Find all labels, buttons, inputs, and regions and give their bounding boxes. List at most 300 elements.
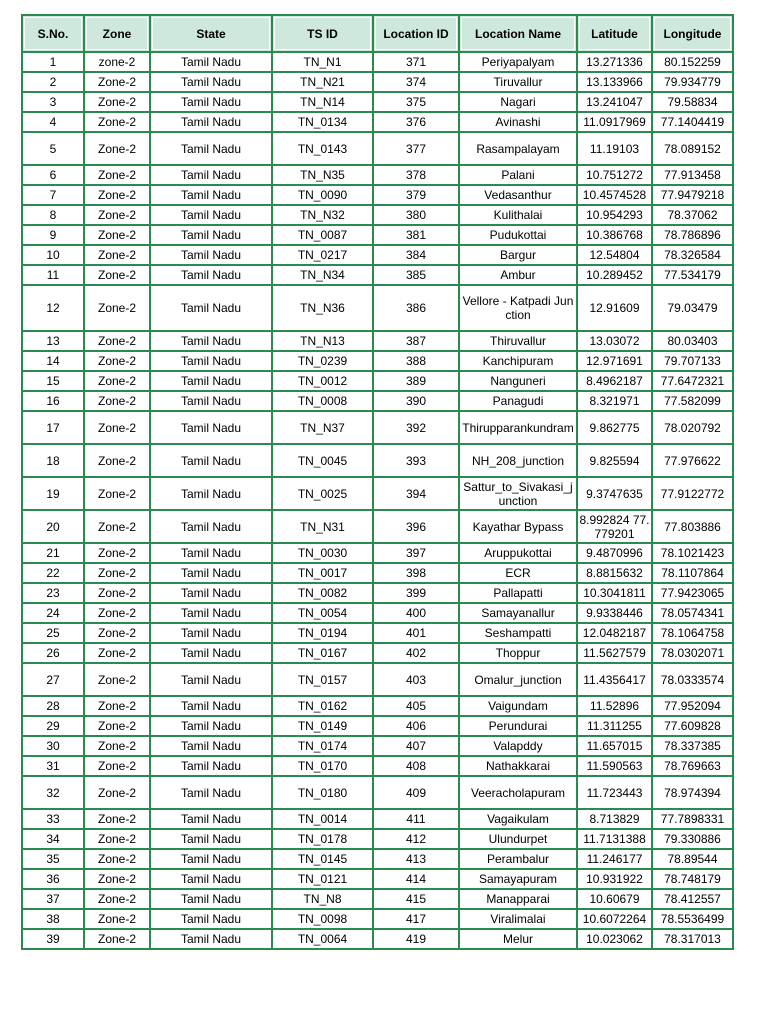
cell-ts-id: TN_0217: [272, 245, 373, 265]
cell-state: Tamil Nadu: [150, 583, 272, 603]
cell-ts-id: TN_0054: [272, 603, 373, 623]
cell-location-name: Vedasanthur: [459, 185, 577, 205]
cell-location-name: Thoppur: [459, 643, 577, 663]
cell-ts-id: TN_0045: [272, 444, 373, 477]
cell-longitude: 78.0333574: [652, 663, 733, 696]
cell-longitude: 78.089152: [652, 132, 733, 165]
table-row: [22, 643, 733, 663]
table-row: [22, 411, 733, 444]
table-row: [22, 696, 733, 716]
cell-ts-id: TN_0030: [272, 543, 373, 563]
header-latitude: Latitude: [577, 15, 652, 52]
cell-longitude: 78.5536499: [652, 909, 733, 929]
cell-latitude: 11.52896: [577, 696, 652, 716]
cell-location-name: Vellore - Katpadi Junction: [459, 285, 577, 331]
cell-zone: zone-2: [84, 52, 150, 72]
cell-location-name: Samayapuram: [459, 869, 577, 889]
cell-longitude: 78.786896: [652, 225, 733, 245]
cell-location-id: 408: [373, 756, 459, 776]
cell-longitude: 78.0302071: [652, 643, 733, 663]
cell-sno: 4: [22, 112, 84, 132]
cell-latitude: 10.3041811: [577, 583, 652, 603]
cell-ts-id: TN_0014: [272, 809, 373, 829]
cell-location-id: 415: [373, 889, 459, 909]
cell-location-id: 379: [373, 185, 459, 205]
cell-location-id: 384: [373, 245, 459, 265]
cell-location-name: Melur: [459, 929, 577, 949]
table-row: [22, 543, 733, 563]
cell-zone: Zone-2: [84, 510, 150, 543]
cell-state: Tamil Nadu: [150, 736, 272, 756]
cell-sno: 20: [22, 510, 84, 543]
cell-state: Tamil Nadu: [150, 716, 272, 736]
table-row: [22, 444, 733, 477]
cell-longitude: 77.803886: [652, 510, 733, 543]
cell-ts-id: TN_N1: [272, 52, 373, 72]
cell-zone: Zone-2: [84, 543, 150, 563]
table-row: [22, 510, 733, 543]
cell-ts-id: TN_N37: [272, 411, 373, 444]
cell-location-id: 377: [373, 132, 459, 165]
cell-latitude: 9.4870996: [577, 543, 652, 563]
cell-location-name: Ulundurpet: [459, 829, 577, 849]
cell-longitude: 79.03479: [652, 285, 733, 331]
cell-ts-id: TN_0064: [272, 929, 373, 949]
cell-location-id: 399: [373, 583, 459, 603]
cell-zone: Zone-2: [84, 869, 150, 889]
cell-state: Tamil Nadu: [150, 72, 272, 92]
cell-location-name: Pallapatti: [459, 583, 577, 603]
cell-location-id: 409: [373, 776, 459, 809]
cell-ts-id: TN_0121: [272, 869, 373, 889]
cell-longitude: 78.412557: [652, 889, 733, 909]
cell-state: Tamil Nadu: [150, 696, 272, 716]
cell-location-name: Pudukottai: [459, 225, 577, 245]
cell-location-id: 385: [373, 265, 459, 285]
cell-sno: 23: [22, 583, 84, 603]
cell-latitude: 10.289452: [577, 265, 652, 285]
cell-longitude: 78.020792: [652, 411, 733, 444]
cell-zone: Zone-2: [84, 185, 150, 205]
cell-ts-id: TN_N8: [272, 889, 373, 909]
table-row: [22, 716, 733, 736]
cell-zone: Zone-2: [84, 477, 150, 510]
table-row: [22, 889, 733, 909]
cell-sno: 29: [22, 716, 84, 736]
cell-zone: Zone-2: [84, 849, 150, 869]
cell-location-id: 375: [373, 92, 459, 112]
cell-ts-id: TN_0098: [272, 909, 373, 929]
cell-ts-id: TN_N14: [272, 92, 373, 112]
table-row: [22, 869, 733, 889]
cell-state: Tamil Nadu: [150, 285, 272, 331]
cell-state: Tamil Nadu: [150, 510, 272, 543]
cell-longitude: 78.974394: [652, 776, 733, 809]
table-header: [22, 15, 733, 52]
table-row: [22, 583, 733, 603]
cell-location-id: 405: [373, 696, 459, 716]
cell-location-id: 371: [373, 52, 459, 72]
cell-ts-id: TN_N36: [272, 285, 373, 331]
cell-ts-id: TN_0012: [272, 371, 373, 391]
cell-ts-id: TN_N31: [272, 510, 373, 543]
cell-ts-id: TN_0170: [272, 756, 373, 776]
cell-sno: 3: [22, 92, 84, 112]
cell-sno: 36: [22, 869, 84, 889]
cell-state: Tamil Nadu: [150, 603, 272, 623]
cell-sno: 8: [22, 205, 84, 225]
cell-location-id: 392: [373, 411, 459, 444]
cell-longitude: 79.330886: [652, 829, 733, 849]
cell-state: Tamil Nadu: [150, 756, 272, 776]
cell-location-name: Kayathar Bypass: [459, 510, 577, 543]
cell-latitude: 11.4356417: [577, 663, 652, 696]
header-sno: S.No.: [22, 15, 84, 52]
cell-location-id: 419: [373, 929, 459, 949]
cell-location-id: 407: [373, 736, 459, 756]
cell-state: Tamil Nadu: [150, 265, 272, 285]
cell-location-name: Manapparai: [459, 889, 577, 909]
cell-ts-id: TN_0025: [272, 477, 373, 510]
cell-longitude: 77.609828: [652, 716, 733, 736]
cell-ts-id: TN_0134: [272, 112, 373, 132]
cell-longitude: 77.1404419: [652, 112, 733, 132]
cell-zone: Zone-2: [84, 736, 150, 756]
cell-ts-id: TN_0178: [272, 829, 373, 849]
cell-longitude: 78.326584: [652, 245, 733, 265]
cell-sno: 5: [22, 132, 84, 165]
cell-longitude: 79.707133: [652, 351, 733, 371]
cell-location-id: 398: [373, 563, 459, 583]
cell-ts-id: TN_0008: [272, 391, 373, 411]
cell-location-id: 411: [373, 809, 459, 829]
cell-sno: 25: [22, 623, 84, 643]
cell-location-name: Vaigundam: [459, 696, 577, 716]
cell-zone: Zone-2: [84, 603, 150, 623]
cell-state: Tamil Nadu: [150, 185, 272, 205]
cell-state: Tamil Nadu: [150, 477, 272, 510]
cell-longitude: 80.152259: [652, 52, 733, 72]
cell-sno: 34: [22, 829, 84, 849]
cell-zone: Zone-2: [84, 696, 150, 716]
table-row: [22, 112, 733, 132]
cell-zone: Zone-2: [84, 371, 150, 391]
cell-sno: 21: [22, 543, 84, 563]
header-row: [22, 15, 733, 52]
cell-longitude: 77.7898331: [652, 809, 733, 829]
cell-latitude: 8.8815632: [577, 563, 652, 583]
cell-location-name: Avinashi: [459, 112, 577, 132]
cell-zone: Zone-2: [84, 72, 150, 92]
cell-latitude: 11.0917969: [577, 112, 652, 132]
cell-ts-id: TN_N32: [272, 205, 373, 225]
cell-latitude: 10.751272: [577, 165, 652, 185]
table-row: [22, 663, 733, 696]
cell-ts-id: TN_0157: [272, 663, 373, 696]
cell-longitude: 78.0574341: [652, 603, 733, 623]
cell-zone: Zone-2: [84, 716, 150, 736]
cell-ts-id: TN_0167: [272, 643, 373, 663]
cell-sno: 26: [22, 643, 84, 663]
cell-location-id: 400: [373, 603, 459, 623]
cell-location-name: Valapddy: [459, 736, 577, 756]
header-ts-id: TS ID: [272, 15, 373, 52]
cell-location-id: 386: [373, 285, 459, 331]
header-zone: Zone: [84, 15, 150, 52]
cell-location-id: 387: [373, 331, 459, 351]
table-row: [22, 351, 733, 371]
cell-state: Tamil Nadu: [150, 52, 272, 72]
cell-zone: Zone-2: [84, 829, 150, 849]
cell-location-id: 414: [373, 869, 459, 889]
cell-ts-id: TN_0149: [272, 716, 373, 736]
cell-state: Tamil Nadu: [150, 869, 272, 889]
table-row: [22, 391, 733, 411]
cell-longitude: 78.748179: [652, 869, 733, 889]
cell-state: Tamil Nadu: [150, 563, 272, 583]
cell-latitude: 12.54804: [577, 245, 652, 265]
table-row: [22, 563, 733, 583]
table-row: [22, 265, 733, 285]
cell-longitude: 77.913458: [652, 165, 733, 185]
cell-zone: Zone-2: [84, 225, 150, 245]
cell-latitude: 10.60679: [577, 889, 652, 909]
table-row: [22, 72, 733, 92]
cell-latitude: 12.91609: [577, 285, 652, 331]
cell-location-id: 390: [373, 391, 459, 411]
cell-location-id: 381: [373, 225, 459, 245]
cell-latitude: 8.713829: [577, 809, 652, 829]
cell-location-name: Sattur_to_Sivakasi_junction: [459, 477, 577, 510]
cell-sno: 35: [22, 849, 84, 869]
cell-location-name: Bargur: [459, 245, 577, 265]
cell-sno: 14: [22, 351, 84, 371]
cell-location-name: ECR: [459, 563, 577, 583]
cell-state: Tamil Nadu: [150, 205, 272, 225]
cell-latitude: 12.0482187: [577, 623, 652, 643]
table-row: [22, 477, 733, 510]
cell-latitude: 11.19103: [577, 132, 652, 165]
cell-sno: 1: [22, 52, 84, 72]
cell-location-name: Nathakkarai: [459, 756, 577, 776]
cell-location-name: Veeracholapuram: [459, 776, 577, 809]
cell-location-name: Perambalur: [459, 849, 577, 869]
cell-location-id: 403: [373, 663, 459, 696]
cell-zone: Zone-2: [84, 331, 150, 351]
cell-ts-id: TN_0194: [272, 623, 373, 643]
cell-latitude: 11.7131388: [577, 829, 652, 849]
cell-location-name: Palani: [459, 165, 577, 185]
cell-state: Tamil Nadu: [150, 929, 272, 949]
cell-ts-id: TN_N13: [272, 331, 373, 351]
cell-latitude: 8.321971: [577, 391, 652, 411]
cell-longitude: 77.9423065: [652, 583, 733, 603]
table-row: [22, 165, 733, 185]
cell-location-id: 417: [373, 909, 459, 929]
cell-state: Tamil Nadu: [150, 331, 272, 351]
cell-longitude: 78.1064758: [652, 623, 733, 643]
cell-location-name: Rasampalayam: [459, 132, 577, 165]
cell-location-name: Thirupparankundram: [459, 411, 577, 444]
cell-latitude: 13.133966: [577, 72, 652, 92]
cell-latitude: 9.9338446: [577, 603, 652, 623]
cell-latitude: 10.386768: [577, 225, 652, 245]
cell-latitude: 8.4962187: [577, 371, 652, 391]
cell-location-id: 396: [373, 510, 459, 543]
cell-zone: Zone-2: [84, 205, 150, 225]
cell-latitude: 10.931922: [577, 869, 652, 889]
cell-zone: Zone-2: [84, 411, 150, 444]
cell-location-name: Periyapalyam: [459, 52, 577, 72]
cell-latitude: 10.4574528: [577, 185, 652, 205]
cell-zone: Zone-2: [84, 112, 150, 132]
cell-longitude: 78.1107864: [652, 563, 733, 583]
cell-latitude: 11.590563: [577, 756, 652, 776]
cell-state: Tamil Nadu: [150, 809, 272, 829]
cell-state: Tamil Nadu: [150, 411, 272, 444]
cell-zone: Zone-2: [84, 444, 150, 477]
cell-location-id: 402: [373, 643, 459, 663]
table-row: [22, 603, 733, 623]
cell-zone: Zone-2: [84, 351, 150, 371]
cell-sno: 24: [22, 603, 84, 623]
cell-latitude: 10.6072264: [577, 909, 652, 929]
cell-zone: Zone-2: [84, 929, 150, 949]
cell-location-id: 397: [373, 543, 459, 563]
cell-sno: 37: [22, 889, 84, 909]
cell-location-name: Tiruvallur: [459, 72, 577, 92]
cell-state: Tamil Nadu: [150, 543, 272, 563]
cell-zone: Zone-2: [84, 643, 150, 663]
cell-location-name: NH_208_junction: [459, 444, 577, 477]
table-row: [22, 809, 733, 829]
cell-location-id: 394: [373, 477, 459, 510]
cell-state: Tamil Nadu: [150, 776, 272, 809]
cell-location-id: 380: [373, 205, 459, 225]
cell-latitude: 11.723443: [577, 776, 652, 809]
table-row: [22, 225, 733, 245]
cell-sno: 30: [22, 736, 84, 756]
cell-zone: Zone-2: [84, 623, 150, 643]
cell-longitude: 78.317013: [652, 929, 733, 949]
table-row: [22, 132, 733, 165]
cell-location-id: 393: [373, 444, 459, 477]
cell-latitude: 11.5627579: [577, 643, 652, 663]
cell-location-id: 374: [373, 72, 459, 92]
cell-latitude: 12.971691: [577, 351, 652, 371]
table-row: [22, 909, 733, 929]
cell-state: Tamil Nadu: [150, 889, 272, 909]
cell-zone: Zone-2: [84, 285, 150, 331]
cell-location-id: 412: [373, 829, 459, 849]
table-row: [22, 331, 733, 351]
cell-longitude: 77.976622: [652, 444, 733, 477]
cell-sno: 6: [22, 165, 84, 185]
table-row: [22, 185, 733, 205]
table-row: [22, 849, 733, 869]
cell-sno: 31: [22, 756, 84, 776]
cell-sno: 19: [22, 477, 84, 510]
cell-sno: 17: [22, 411, 84, 444]
cell-longitude: 79.934779: [652, 72, 733, 92]
cell-latitude: 13.03072: [577, 331, 652, 351]
table-row: [22, 829, 733, 849]
cell-longitude: 77.9479218: [652, 185, 733, 205]
cell-location-name: Panagudi: [459, 391, 577, 411]
cell-sno: 2: [22, 72, 84, 92]
cell-location-id: 376: [373, 112, 459, 132]
table-row: [22, 929, 733, 949]
cell-state: Tamil Nadu: [150, 444, 272, 477]
cell-longitude: 79.58834: [652, 92, 733, 112]
header-state: State: [150, 15, 272, 52]
cell-ts-id: TN_0090: [272, 185, 373, 205]
cell-sno: 32: [22, 776, 84, 809]
cell-ts-id: TN_0017: [272, 563, 373, 583]
cell-latitude: 9.862775: [577, 411, 652, 444]
cell-location-name: Aruppukottai: [459, 543, 577, 563]
cell-zone: Zone-2: [84, 663, 150, 696]
cell-location-id: 413: [373, 849, 459, 869]
cell-location-id: 388: [373, 351, 459, 371]
cell-state: Tamil Nadu: [150, 643, 272, 663]
cell-longitude: 78.337385: [652, 736, 733, 756]
cell-state: Tamil Nadu: [150, 663, 272, 696]
cell-ts-id: TN_N34: [272, 265, 373, 285]
header-location-id: Location ID: [373, 15, 459, 52]
cell-sno: 33: [22, 809, 84, 829]
cell-location-name: Vagaikulam: [459, 809, 577, 829]
cell-sno: 27: [22, 663, 84, 696]
cell-ts-id: TN_0082: [272, 583, 373, 603]
cell-zone: Zone-2: [84, 583, 150, 603]
cell-sno: 39: [22, 929, 84, 949]
cell-longitude: 78.89544: [652, 849, 733, 869]
cell-sno: 16: [22, 391, 84, 411]
cell-state: Tamil Nadu: [150, 165, 272, 185]
cell-state: Tamil Nadu: [150, 245, 272, 265]
cell-ts-id: TN_0087: [272, 225, 373, 245]
cell-zone: Zone-2: [84, 776, 150, 809]
cell-location-name: Thiruvallur: [459, 331, 577, 351]
cell-zone: Zone-2: [84, 563, 150, 583]
cell-sno: 22: [22, 563, 84, 583]
table-row: [22, 285, 733, 331]
cell-sno: 12: [22, 285, 84, 331]
cell-location-name: Omalur_junction: [459, 663, 577, 696]
cell-latitude: 11.246177: [577, 849, 652, 869]
cell-zone: Zone-2: [84, 132, 150, 165]
cell-longitude: 77.952094: [652, 696, 733, 716]
cell-state: Tamil Nadu: [150, 92, 272, 112]
cell-location-name: Seshampatti: [459, 623, 577, 643]
cell-ts-id: TN_N35: [272, 165, 373, 185]
cell-location-name: Kulithalai: [459, 205, 577, 225]
cell-location-name: Nagari: [459, 92, 577, 112]
cell-sno: 28: [22, 696, 84, 716]
cell-zone: Zone-2: [84, 889, 150, 909]
cell-latitude: 11.311255: [577, 716, 652, 736]
cell-zone: Zone-2: [84, 809, 150, 829]
cell-sno: 7: [22, 185, 84, 205]
cell-ts-id: TN_0174: [272, 736, 373, 756]
cell-sno: 9: [22, 225, 84, 245]
cell-longitude: 77.534179: [652, 265, 733, 285]
cell-longitude: 78.1021423: [652, 543, 733, 563]
cell-location-id: 378: [373, 165, 459, 185]
table-row: [22, 736, 733, 756]
cell-state: Tamil Nadu: [150, 829, 272, 849]
